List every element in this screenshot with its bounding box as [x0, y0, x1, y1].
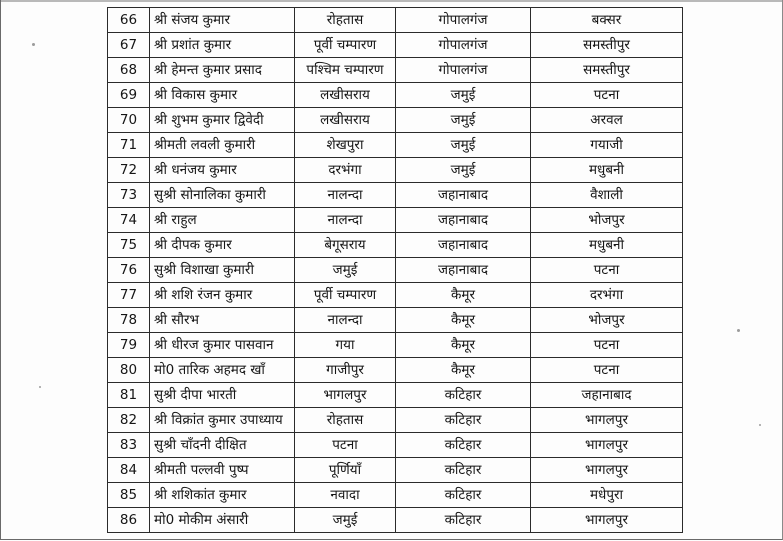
new-posting-cell: भागलपुर — [531, 508, 683, 533]
current-posting-cell: जहानाबाद — [396, 258, 531, 283]
current-posting-cell: कटिहार — [396, 433, 531, 458]
current-posting-cell: जमुई — [396, 108, 531, 133]
table-row — [108, 33, 683, 58]
home-district-cell: गया — [295, 333, 396, 358]
table-row — [108, 133, 683, 158]
table-row — [108, 158, 683, 183]
officer-name-cell: श्री दीपक कुमार — [150, 233, 295, 258]
home-district-cell: शेखपुरा — [295, 133, 396, 158]
officer-name-cell: श्री सौरभ — [150, 308, 295, 333]
officer-name-cell: श्री धीरज कुमार पासवान — [150, 333, 295, 358]
table-row — [108, 183, 683, 208]
serial-number-cell: 86 — [108, 508, 150, 533]
serial-number-cell: 78 — [108, 308, 150, 333]
serial-number-cell: 75 — [108, 233, 150, 258]
current-posting-cell: कैमूर — [396, 358, 531, 383]
scan-speck — [32, 43, 35, 46]
home-district-cell: नालन्दा — [295, 308, 396, 333]
serial-number-cell: 77 — [108, 283, 150, 308]
officer-name-cell: श्री राहुल — [150, 208, 295, 233]
officer-name-cell: श्री शशिकांत कुमार — [150, 483, 295, 508]
serial-number-cell: 68 — [108, 58, 150, 83]
table-row — [108, 458, 683, 483]
current-posting-cell: जमुई — [396, 158, 531, 183]
officer-name-cell: श्री शशि रंजन कुमार — [150, 283, 295, 308]
new-posting-cell: मधुबनी — [531, 158, 683, 183]
home-district-cell: पूर्णियाँ — [295, 458, 396, 483]
home-district-cell: जमुई — [295, 508, 396, 533]
new-posting-cell: भोजपुर — [531, 208, 683, 233]
home-district-cell: गाजीपुर — [295, 358, 396, 383]
new-posting-cell: गयाजी — [531, 133, 683, 158]
new-posting-cell: भागलपुर — [531, 433, 683, 458]
home-district-cell: भागलपुर — [295, 383, 396, 408]
current-posting-cell: जमुई — [396, 133, 531, 158]
current-posting-cell: कटिहार — [396, 408, 531, 433]
table-row — [108, 8, 683, 33]
new-posting-cell: बक्सर — [531, 8, 683, 33]
serial-number-cell: 79 — [108, 333, 150, 358]
new-posting-cell: जहानाबाद — [531, 383, 683, 408]
new-posting-cell: पटना — [531, 358, 683, 383]
officer-name-cell: मो0 तारिक अहमद खाँ — [150, 358, 295, 383]
current-posting-cell: कैमूर — [396, 333, 531, 358]
serial-number-cell: 85 — [108, 483, 150, 508]
table-row — [108, 233, 683, 258]
officer-name-cell: सुश्री दीपा भारती — [150, 383, 295, 408]
current-posting-cell: जहानाबाद — [396, 208, 531, 233]
officer-name-cell: श्री विक्रांत कुमार उपाध्याय — [150, 408, 295, 433]
table-row — [108, 208, 683, 233]
home-district-cell: पूर्वी चम्पारण — [295, 283, 396, 308]
current-posting-cell: कटिहार — [396, 458, 531, 483]
serial-number-cell: 81 — [108, 383, 150, 408]
home-district-cell: पूर्वी चम्पारण — [295, 33, 396, 58]
new-posting-cell: भोजपुर — [531, 308, 683, 333]
new-posting-cell: वैशाली — [531, 183, 683, 208]
table-row — [108, 333, 683, 358]
serial-number-cell: 70 — [108, 108, 150, 133]
new-posting-cell: भागलपुर — [531, 408, 683, 433]
table-row — [108, 308, 683, 333]
serial-number-cell: 82 — [108, 408, 150, 433]
officer-name-cell: सुश्री विशाखा कुमारी — [150, 258, 295, 283]
table-row — [108, 108, 683, 133]
new-posting-cell: पटना — [531, 333, 683, 358]
current-posting-cell: जहानाबाद — [396, 233, 531, 258]
serial-number-cell: 80 — [108, 358, 150, 383]
table-row — [108, 508, 683, 533]
serial-number-cell: 71 — [108, 133, 150, 158]
new-posting-cell: मधेपुरा — [531, 483, 683, 508]
current-posting-cell: गोपालगंज — [396, 8, 531, 33]
officer-name-cell: सुश्री चाँदनी दीक्षित — [150, 433, 295, 458]
current-posting-cell: कटिहार — [396, 508, 531, 533]
table-row — [108, 258, 683, 283]
new-posting-cell: अरवल — [531, 108, 683, 133]
table-row — [108, 83, 683, 108]
serial-number-cell: 83 — [108, 433, 150, 458]
officer-name-cell: मो0 मोकीम अंसारी — [150, 508, 295, 533]
home-district-cell: लखीसराय — [295, 108, 396, 133]
new-posting-cell: समस्तीपुर — [531, 33, 683, 58]
home-district-cell: नालन्दा — [295, 208, 396, 233]
officer-name-cell: श्री शुभम कुमार द्विवेदी — [150, 108, 295, 133]
current-posting-cell: कटिहार — [396, 483, 531, 508]
table-row — [108, 283, 683, 308]
home-district-cell: नालन्दा — [295, 183, 396, 208]
serial-number-cell: 69 — [108, 83, 150, 108]
home-district-cell: पश्चिम चम्पारण — [295, 58, 396, 83]
table-row — [108, 358, 683, 383]
serial-number-cell: 67 — [108, 33, 150, 58]
new-posting-cell: पटना — [531, 83, 683, 108]
officer-name-cell: श्री हेमन्त कुमार प्रसाद — [150, 58, 295, 83]
officer-name-cell: श्रीमती पल्लवी पुष्प — [150, 458, 295, 483]
table-row — [108, 408, 683, 433]
new-posting-cell: भागलपुर — [531, 458, 683, 483]
current-posting-cell: कटिहार — [396, 383, 531, 408]
table-row — [108, 433, 683, 458]
home-district-cell: रोहतास — [295, 8, 396, 33]
new-posting-cell: पटना — [531, 258, 683, 283]
current-posting-cell: गोपालगंज — [396, 33, 531, 58]
officer-name-cell: श्रीमती लवली कुमारी — [150, 133, 295, 158]
scan-speck — [737, 329, 740, 332]
serial-number-cell: 74 — [108, 208, 150, 233]
officer-name-cell: सुश्री सोनालिका कुमारी — [150, 183, 295, 208]
serial-number-cell: 66 — [108, 8, 150, 33]
home-district-cell: रोहतास — [295, 408, 396, 433]
serial-number-cell: 84 — [108, 458, 150, 483]
current-posting-cell: जहानाबाद — [396, 183, 531, 208]
current-posting-cell: जमुई — [396, 83, 531, 108]
officer-name-cell: श्री प्रशांत कुमार — [150, 33, 295, 58]
home-district-cell: जमुई — [295, 258, 396, 283]
table-body — [108, 8, 683, 533]
serial-number-cell: 72 — [108, 158, 150, 183]
officer-name-cell: श्री धनंजय कुमार — [150, 158, 295, 183]
scan-speck — [759, 424, 761, 426]
home-district-cell: दरभंगा — [295, 158, 396, 183]
current-posting-cell: कैमूर — [396, 308, 531, 333]
officer-name-cell: श्री विकास कुमार — [150, 83, 295, 108]
serial-number-cell: 73 — [108, 183, 150, 208]
table-row — [108, 383, 683, 408]
home-district-cell: पटना — [295, 433, 396, 458]
new-posting-cell: दरभंगा — [531, 283, 683, 308]
current-posting-cell: गोपालगंज — [396, 58, 531, 83]
transfer-list-table — [107, 7, 683, 533]
scan-speck — [39, 386, 41, 388]
home-district-cell: लखीसराय — [295, 83, 396, 108]
home-district-cell: बेगूसराय — [295, 233, 396, 258]
table-row — [108, 58, 683, 83]
officer-name-cell: श्री संजय कुमार — [150, 8, 295, 33]
new-posting-cell: मधुबनी — [531, 233, 683, 258]
table-row — [108, 483, 683, 508]
new-posting-cell: समस्तीपुर — [531, 58, 683, 83]
current-posting-cell: कैमूर — [396, 283, 531, 308]
home-district-cell: नवादा — [295, 483, 396, 508]
serial-number-cell: 76 — [108, 258, 150, 283]
